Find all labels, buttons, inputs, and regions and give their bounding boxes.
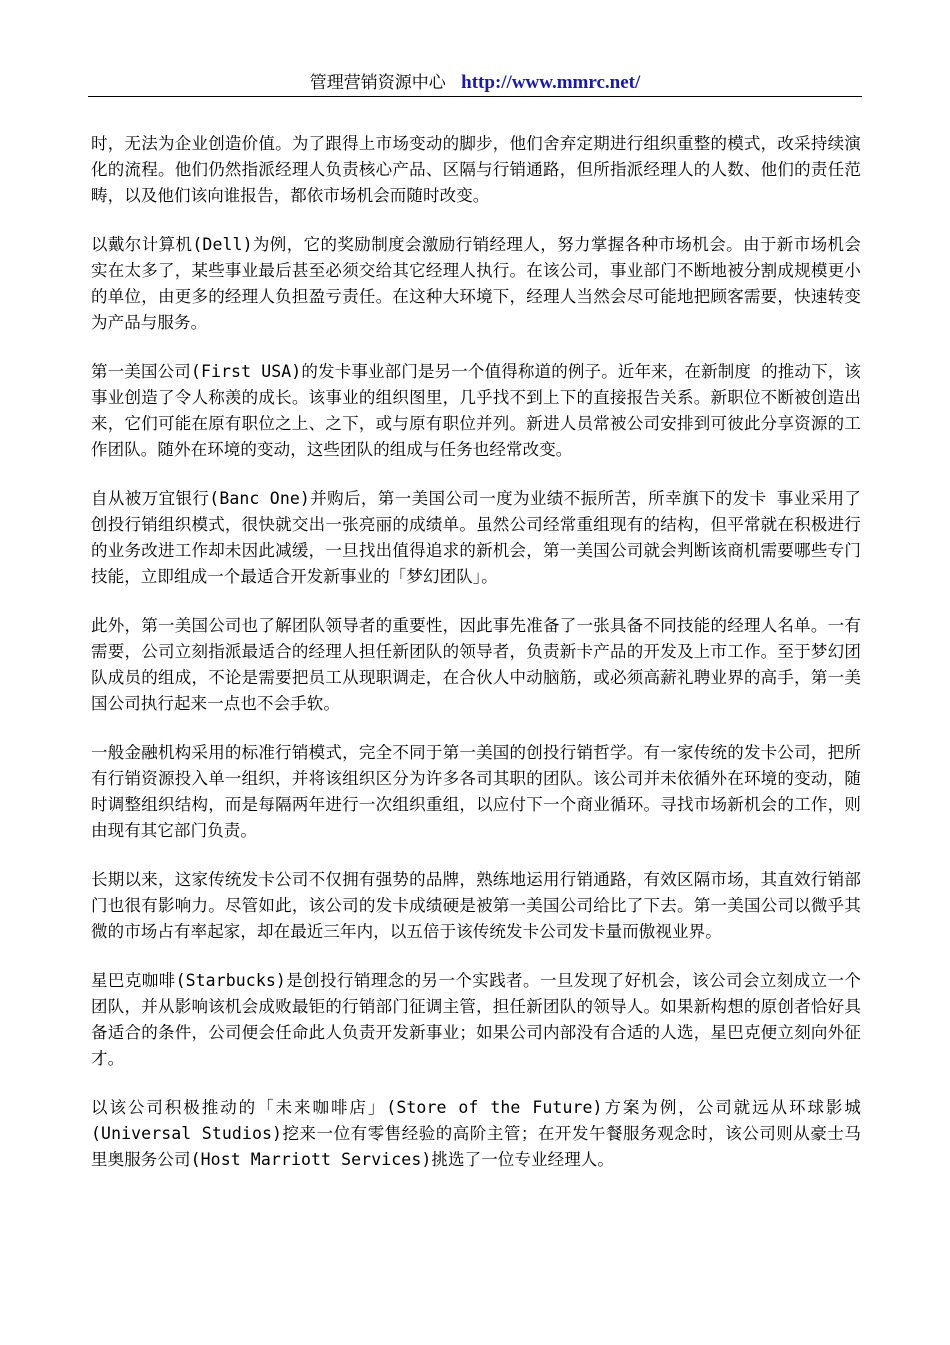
paragraph: 此外，第一美国公司也了解团队领导者的重要性，因此事先准备了一张具备不同技能的经理人名单。一有需要，公司立刻指派最适合的经理人担任新团队的领导者，负责新卡产品的开发及上市工作。至于梦幻团队成员的组成，不论是需要把员工从现职调走，在合伙人中动脑筋，或必须高薪礼聘业界的高手，第一美国公司执行起来一点也不会手软。 — [91, 616, 861, 713]
paragraph: 时，无法为企业创造价值。为了跟得上市场变动的脚步，他们舍弃定期进行组织重整的模式，改采持续演化的流程。他们仍然指派经理人负责核心产品、区隔与行销通路，但所指派经理人的人数、他们的责任范畴，以及他们该向谁报告，都依市场机会而随时改变。 — [91, 134, 861, 205]
paragraph: 以该公司积极推动的「未来咖啡店」(Store of the Future)方案为例，公司就远从环球影城(Universal Studios)挖来一位有零售经验的高阶主管；在开发午餐服务观念时，该公司则从豪士马里奥服务公司(Host Marriott Services)挑选了一位专业经理人。 — [91, 1098, 861, 1169]
paragraph: 一般金融机构采用的标准行销模式，完全不同于第一美国的创投行销哲学。有一家传统的发卡公司，把所有行销资源投入单一组织，并将该组织区分为许多各司其职的团队。该公司并未依循外在环境的变动，随时调整组织结构，而是每隔两年进行一次组织重组，以应付下一个商业循环。寻找市场新机会的工作，则由现有其它部门负责。 — [91, 743, 861, 840]
header-title: 管理营销资源中心 — [309, 73, 446, 93]
header-divider — [88, 96, 862, 97]
paragraph: 以戴尔计算机(Dell)为例，它的奖励制度会激励行销经理人，努力掌握各种市场机会。由于新市场机会实在太多了，某些事业最后甚至必须交给其它经理人执行。在该公司，事业部门不断地被分割成规模更小的单位，由更多的经理人负担盈亏责任。在这种大环境下，经理人当然会尽可能地把顾客需要，快速转变为产品与服务。 — [91, 235, 861, 332]
paragraph: 星巴克咖啡(Starbucks)是创投行销理念的另一个实践者。一旦发现了好机会，该公司会立刻成立一个团队，并从影响该机会成败最钜的行销部门征调主管，担任新团队的领导人。如果新构想的原创者恰好具备适合的条件，公司便会任命此人负责开发新事业；如果公司内部没有合适的人选，星巴克便立刻向外征才。 — [91, 971, 861, 1068]
header-url-link[interactable]: http://www.mmrc.net/ — [461, 72, 641, 93]
paragraph: 第一美国公司(First USA)的发卡事业部门是另一个值得称道的例子。近年来，在新制度 的推动下，该事业创造了令人称羡的成长。该事业的组织图里，几乎找不到上下的直接报告关系。新职位不断被创造出来，它们可能在原有职位之上、之下，或与原有职位并列。新进人员常被公司安排到可彼此分享资源的工作团队。随外在环境的变动，这些团队的组成与任务也经常改变。 — [91, 362, 861, 459]
paragraph: 自从被万宜银行(Banc One)并购后，第一美国公司一度为业绩不振所苦，所幸旗下的发卡 事业采用了创投行销组织模式，很快就交出一张亮丽的成绩单。虽然公司经常重组现有的结构，但平常就在积极进行的业务改进工作却未因此减缓，一旦找出值得追求的新机会，第一美国公司就会判断该商机需要哪些专门技能，立即组成一个最适合开发新事业的「梦幻团队」。 — [91, 489, 861, 586]
page-header — [88, 72, 862, 98]
document-body — [91, 131, 861, 1196]
paragraph: 长期以来，这家传统发卡公司不仅拥有强势的品牌，熟练地运用行销通路，有效区隔市场，其直效行销部门也很有影响力。尽管如此，该公司的发卡成绩硬是被第一美国公司给比了下去。第一美国公司以微乎其微的市场占有率起家，却在最近三年内，以五倍于该传统发卡公司发卡量而傲视业界。 — [91, 870, 861, 941]
